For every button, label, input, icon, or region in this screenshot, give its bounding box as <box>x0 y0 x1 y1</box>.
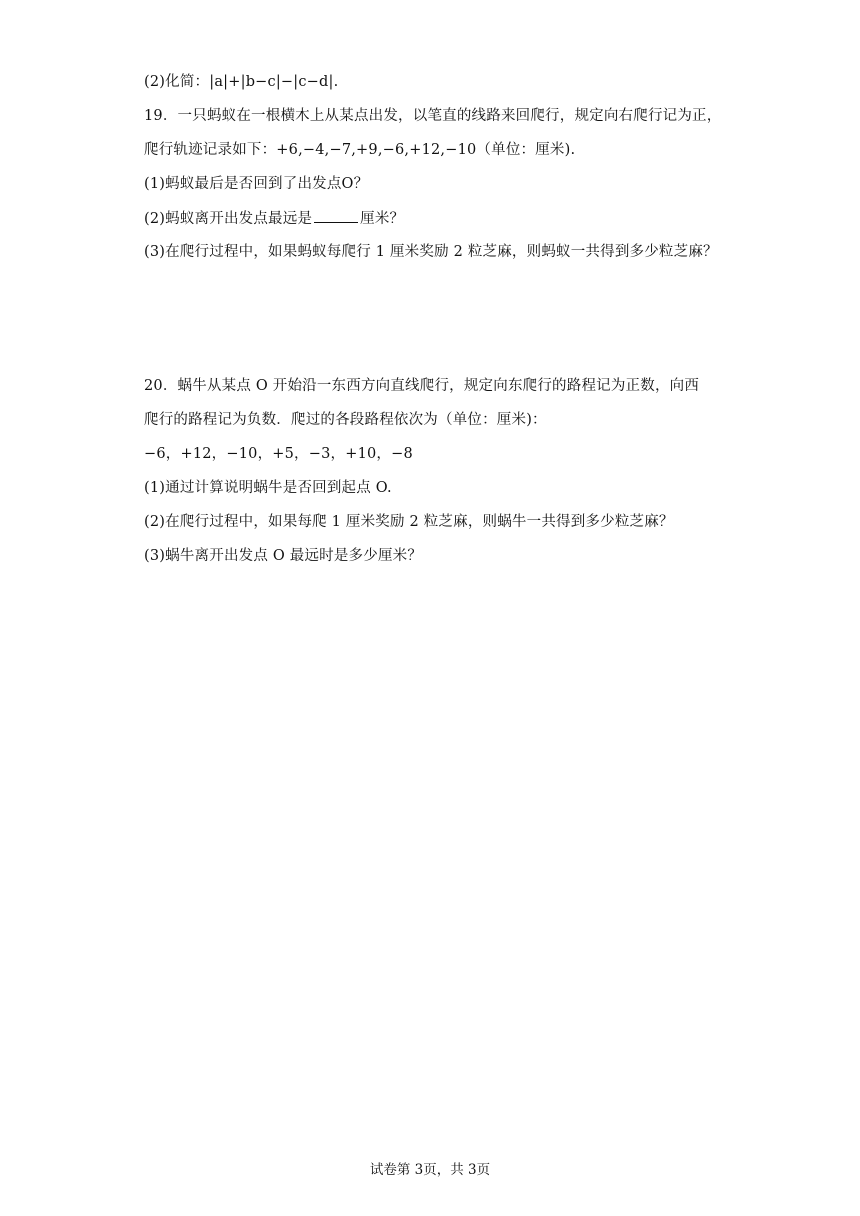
q19-part3: (3)在爬行过程中，如果蚂蚁每爬行 1 厘米奖励 2 粒芝麻，则蚂蚁一共得到多少粒芝麻？ <box>144 244 718 260</box>
page-footer: 试卷第 3页，共 3页 <box>369 1162 491 1178</box>
q18-part2: (2)化简：|a|+|b−c|−|c−d|. <box>144 74 339 90</box>
q19-part2-before: (2)蚂蚁离开出发点最远是 <box>144 211 313 227</box>
q20-part1: (1)通过计算说明蜗牛是否回到起点 O. <box>144 480 392 496</box>
q20-intro-line1: 20．蜗牛从某点 O 开始沿一东西方向直线爬行，规定向东爬行的路程记为正数，向西 <box>144 378 700 394</box>
answer-blank[interactable] <box>314 208 358 223</box>
q20-part3: (3)蜗牛离开出发点 O 最远时是多少厘米？ <box>144 548 423 564</box>
q20-intro-line2: 爬行的路程记为负数．爬过的各段路程依次为（单位：厘米)： <box>144 412 547 428</box>
q19-intro-line1: 19．一只蚂蚁在一根横木上从某点出发，以笔直的线路来回爬行，规定向右爬行记为正， <box>144 108 722 124</box>
q20-part2: (2)在爬行过程中，如果每爬 1 厘米奖励 2 粒芝麻，则蜗牛一共得到多少粒芝麻？ <box>144 514 674 530</box>
q19-part1: (1)蚂蚁最后是否回到了出发点O？ <box>144 176 369 192</box>
q19-part2 <box>144 208 404 229</box>
q19-intro-line2: 爬行轨迹记录如下：+6,−4,−7,+9,−6,+12,−10（单位：厘米). <box>144 142 576 158</box>
q20-values-line: −6，+12，−10，+5，−3，+10，−8 <box>144 446 413 462</box>
q19-part2-after: 厘米？ <box>360 211 405 227</box>
